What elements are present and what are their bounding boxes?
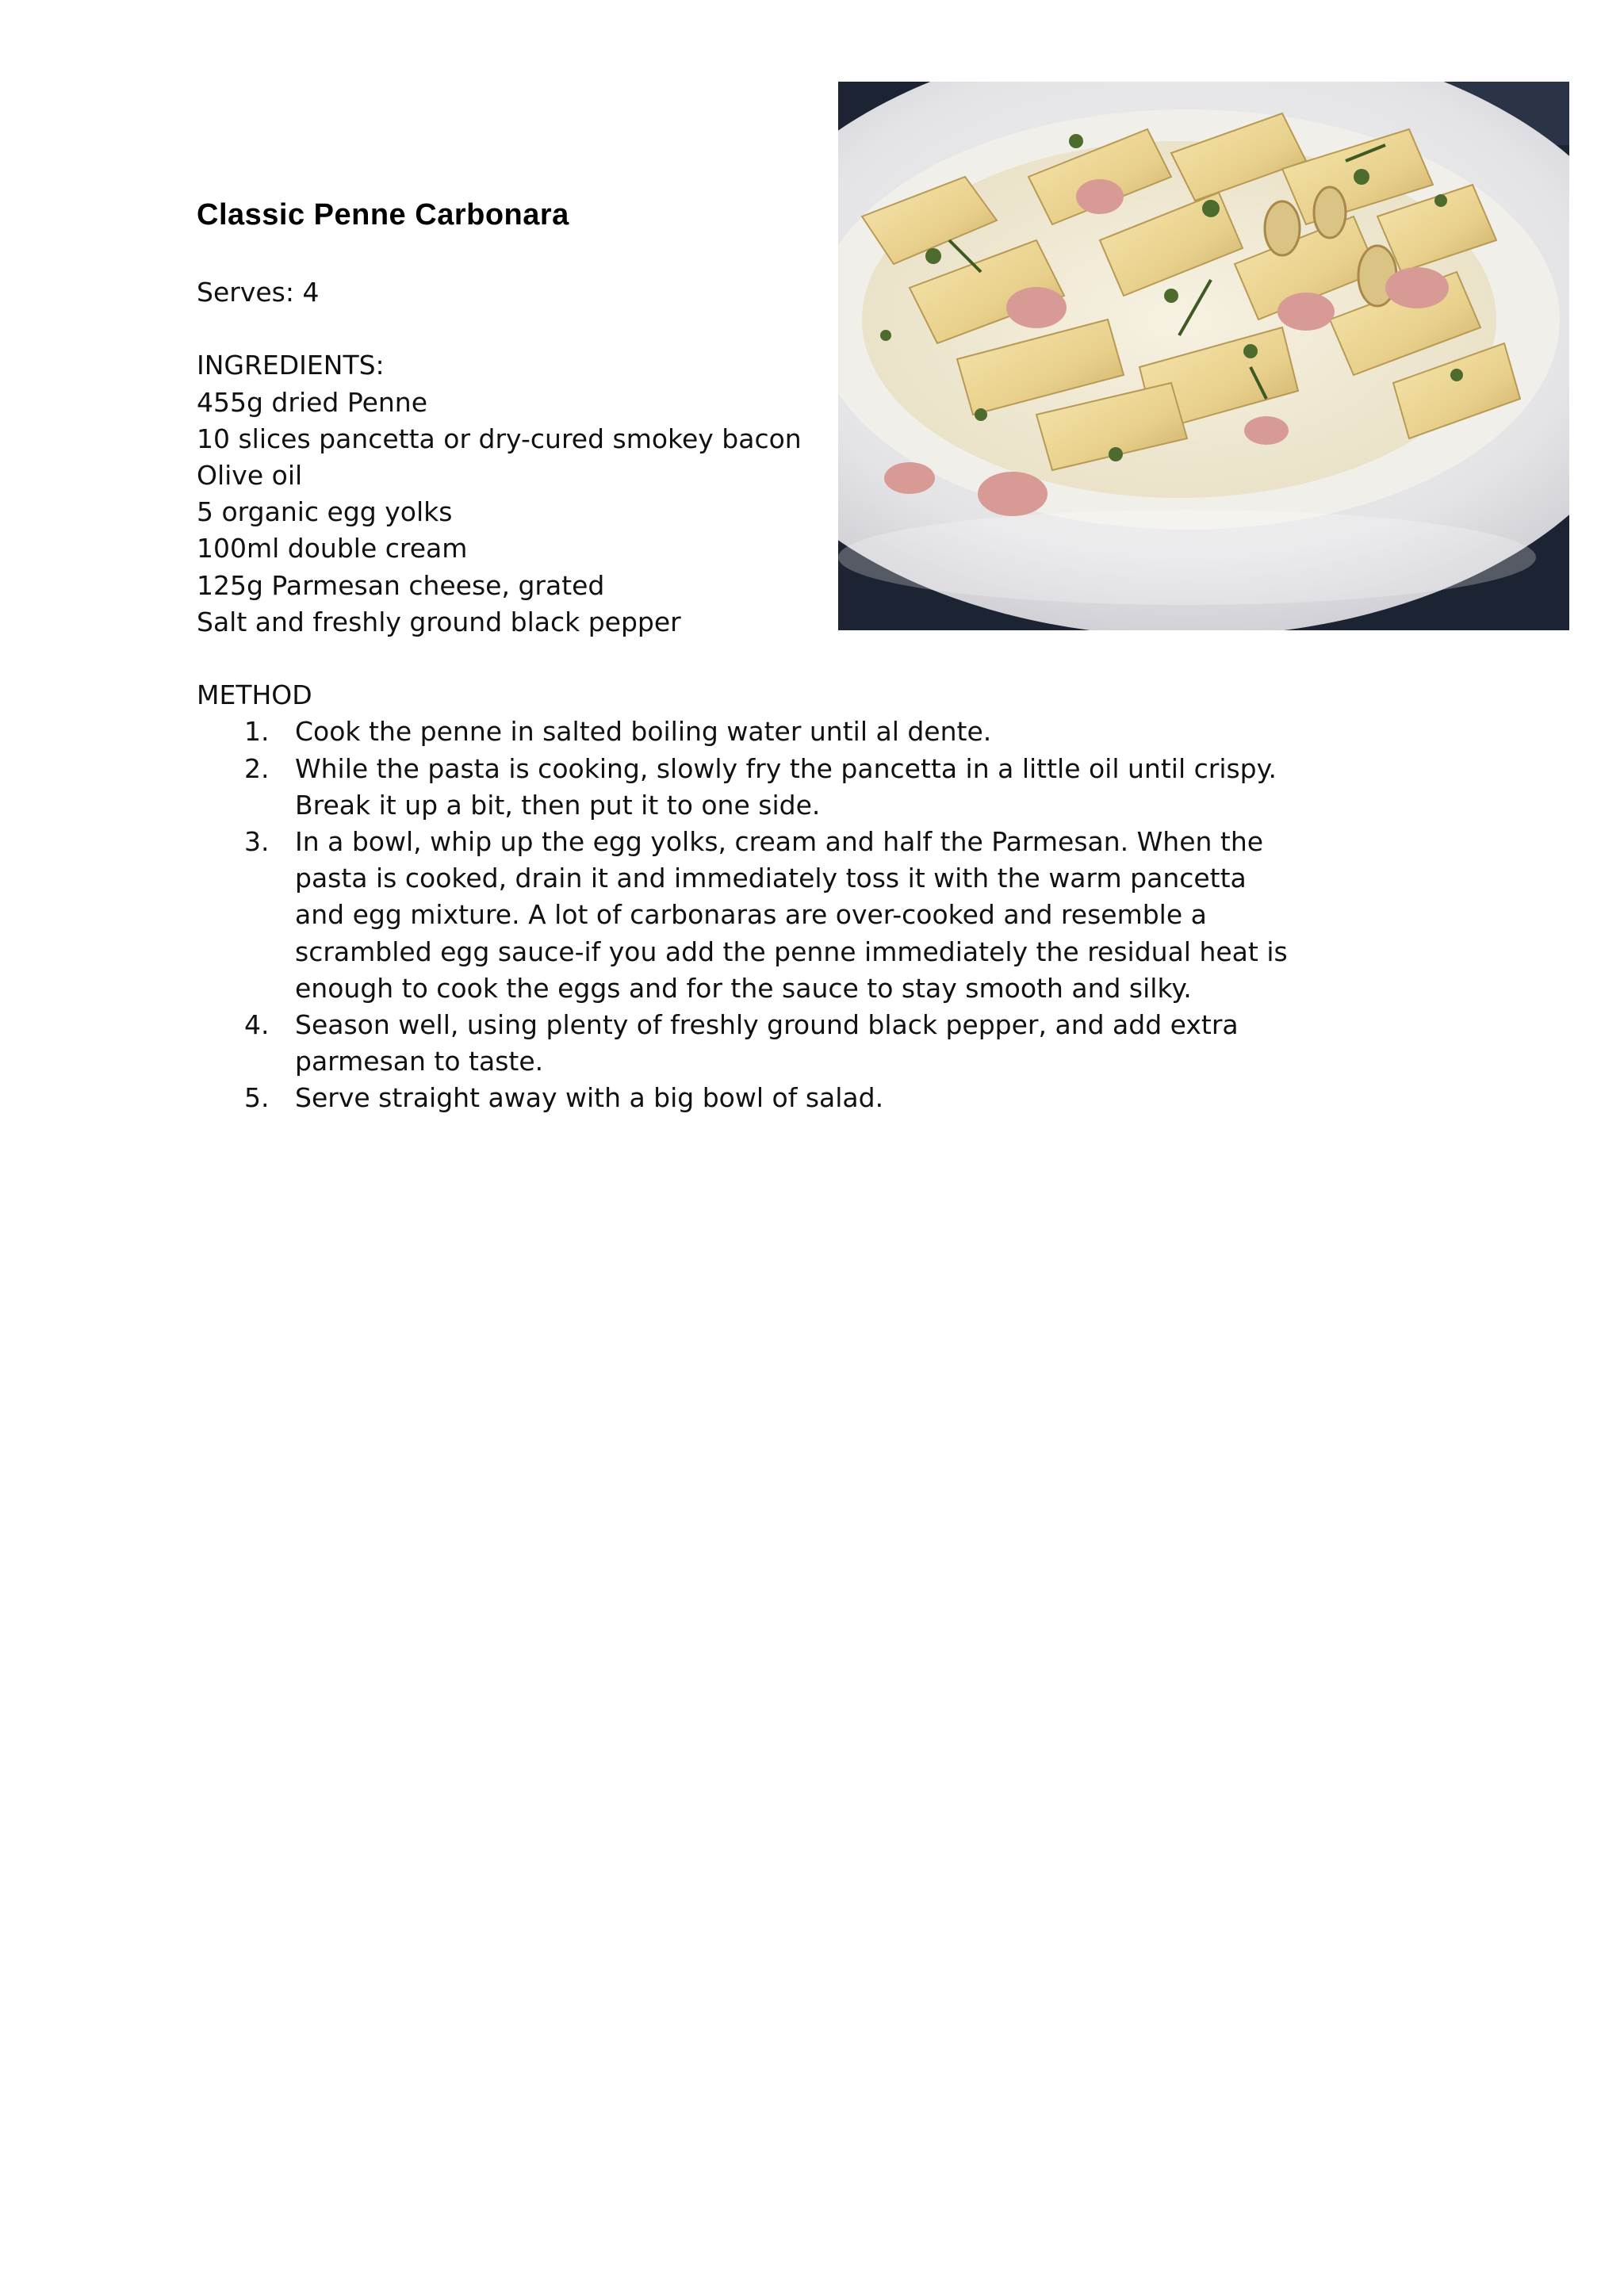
recipe-photo xyxy=(838,82,1569,630)
method-heading: METHOD xyxy=(197,679,312,711)
spacer xyxy=(197,641,1259,677)
pasta-photo-illustration xyxy=(838,82,1569,630)
step-line: parmesan to taste. xyxy=(295,1046,544,1077)
method-step xyxy=(197,824,1288,1007)
method-list xyxy=(197,714,1288,1116)
ingredients-heading: INGREDIENTS: xyxy=(197,350,385,381)
method-step xyxy=(197,751,1277,824)
method-step xyxy=(197,714,1259,750)
serves-text: Serves: 4 xyxy=(197,277,320,308)
step-text xyxy=(295,1080,1215,1116)
step-number: 3. xyxy=(244,826,270,858)
step-text xyxy=(295,1007,1239,1080)
ingredient-item: 10 slices pancetta or dry-cured smokey bacon xyxy=(197,423,802,454)
ingredient-item: 5 organic egg yolks xyxy=(197,496,453,528)
step-line: Serve straight away with a big bowl of salad. xyxy=(295,1082,884,1114)
step-line: While the pasta is cooking, slowly fry the pancetta in a little oil until crispy. xyxy=(295,752,1277,784)
step-text xyxy=(295,714,1215,750)
recipe-title: Classic Penne Carbonara xyxy=(197,198,569,232)
step-text xyxy=(295,751,1277,824)
method-step xyxy=(197,1080,1259,1116)
ingredient-item: 100ml double cream xyxy=(197,533,468,564)
step-line: In a bowl, whip up the egg yolks, cream and half the Parmesan. When the xyxy=(295,826,1264,858)
step-line: and egg mixture. A lot of carbonaras are over-cooked and resemble a xyxy=(295,899,1207,931)
step-line: pasta is cooked, drain it and immediately toss it with the warm pancetta xyxy=(295,863,1247,894)
ingredient-item: Olive oil xyxy=(197,460,303,491)
step-number: 4. xyxy=(244,1009,270,1041)
step-line: enough to cook the eggs and for the sauce to stay smooth and silky. xyxy=(295,972,1192,1004)
step-number: 5. xyxy=(244,1082,270,1114)
step-number: 1. xyxy=(244,716,270,748)
step-line: scrambled egg sauce-if you add the penne immediately the residual heat is xyxy=(295,936,1288,967)
ingredient-item: 455g dried Penne xyxy=(197,386,428,418)
step-line: Break it up a bit, then put it to one side. xyxy=(295,789,821,821)
step-line: Cook the penne in salted boiling water until al dente. xyxy=(295,716,992,748)
ingredient-item: 125g Parmesan cheese, grated xyxy=(197,569,605,601)
ingredient-item: Salt and freshly ground black pepper xyxy=(197,606,681,637)
method-step xyxy=(197,1007,1259,1080)
step-number: 2. xyxy=(244,752,270,784)
step-line: Season well, using plenty of freshly ground black pepper, and add extra xyxy=(295,1009,1239,1041)
step-text xyxy=(295,824,1288,1007)
